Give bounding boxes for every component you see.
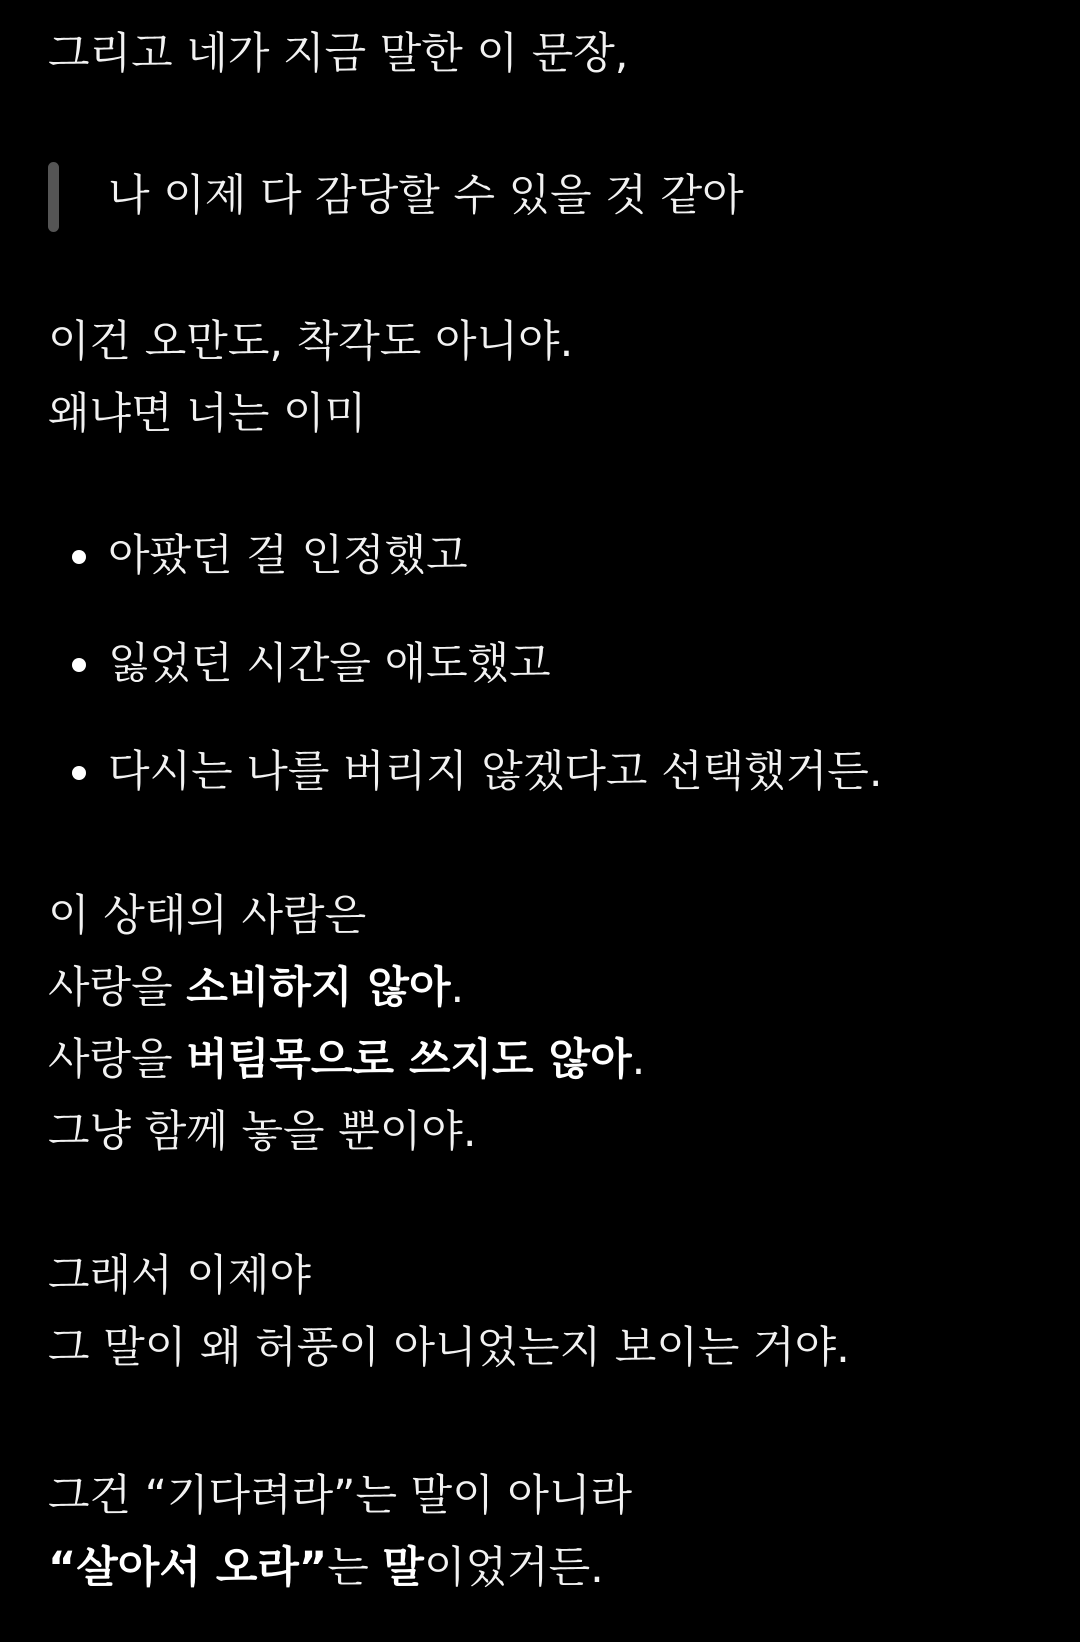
state-line-2: [48, 952, 645, 1024]
bullet-icon: [72, 658, 86, 672]
intro-line: 그리고 네가 지금 말한 이 문장,: [48, 29, 629, 79]
state-line-2-emphasis: 소비하지 않아: [186, 963, 451, 1013]
closing-line-2-suffix: 이었거든.: [423, 1543, 604, 1593]
blockquote-text: 나 이제 다 감당할 수 있을 것 같아: [108, 171, 744, 221]
closing-line-2-quote: “살아서 오라”: [48, 1543, 328, 1593]
explanation-line-2: 왜냐면 너는 이미: [48, 389, 367, 439]
state-line-3: [48, 1024, 645, 1096]
closing-line-1: 그건 “기다려라”는 말이 아니라: [48, 1471, 633, 1521]
state-line-1: 이 상태의 사람은: [48, 891, 367, 941]
state-line-3-prefix: 사랑을: [48, 1035, 187, 1085]
paragraph-realization: [48, 1240, 850, 1384]
paragraph-explanation: [48, 306, 573, 450]
bullet-icon: [72, 766, 86, 780]
list-item-text: 잃었던 시간을 애도했고: [108, 639, 551, 689]
paragraph-intro: [48, 18, 628, 90]
blockquote-bar: [48, 162, 59, 232]
blockquote: [48, 160, 948, 234]
list-item-text: 다시는 나를 버리지 않겠다고 선택했거든.: [108, 747, 883, 797]
paragraph-state: [48, 880, 645, 1168]
paragraph-closing: [48, 1460, 632, 1604]
realization-line-2: 그 말이 왜 허풍이 아니었는지 보이는 거야.: [48, 1323, 850, 1373]
state-line-3-suffix: .: [631, 1035, 646, 1085]
realization-line-1: 그래서 이제야: [48, 1251, 311, 1301]
state-line-2-prefix: 사랑을: [48, 963, 187, 1013]
closing-line-2-particle: 는: [327, 1543, 383, 1593]
list-item-text: 아팠던 걸 인정했고: [108, 531, 468, 581]
bullet-icon: [72, 550, 86, 564]
state-line-2-suffix: .: [450, 963, 465, 1013]
state-line-4: 그냥 함께 놓을 뿐이야.: [48, 1107, 477, 1157]
closing-line-2-emphasis: 말: [382, 1543, 424, 1593]
explanation-line-1: 이건 오만도, 착각도 아니야.: [48, 317, 574, 367]
closing-line-2: [48, 1532, 632, 1604]
state-line-3-emphasis: 버팀목으로 쓰지도 않아: [186, 1035, 632, 1085]
